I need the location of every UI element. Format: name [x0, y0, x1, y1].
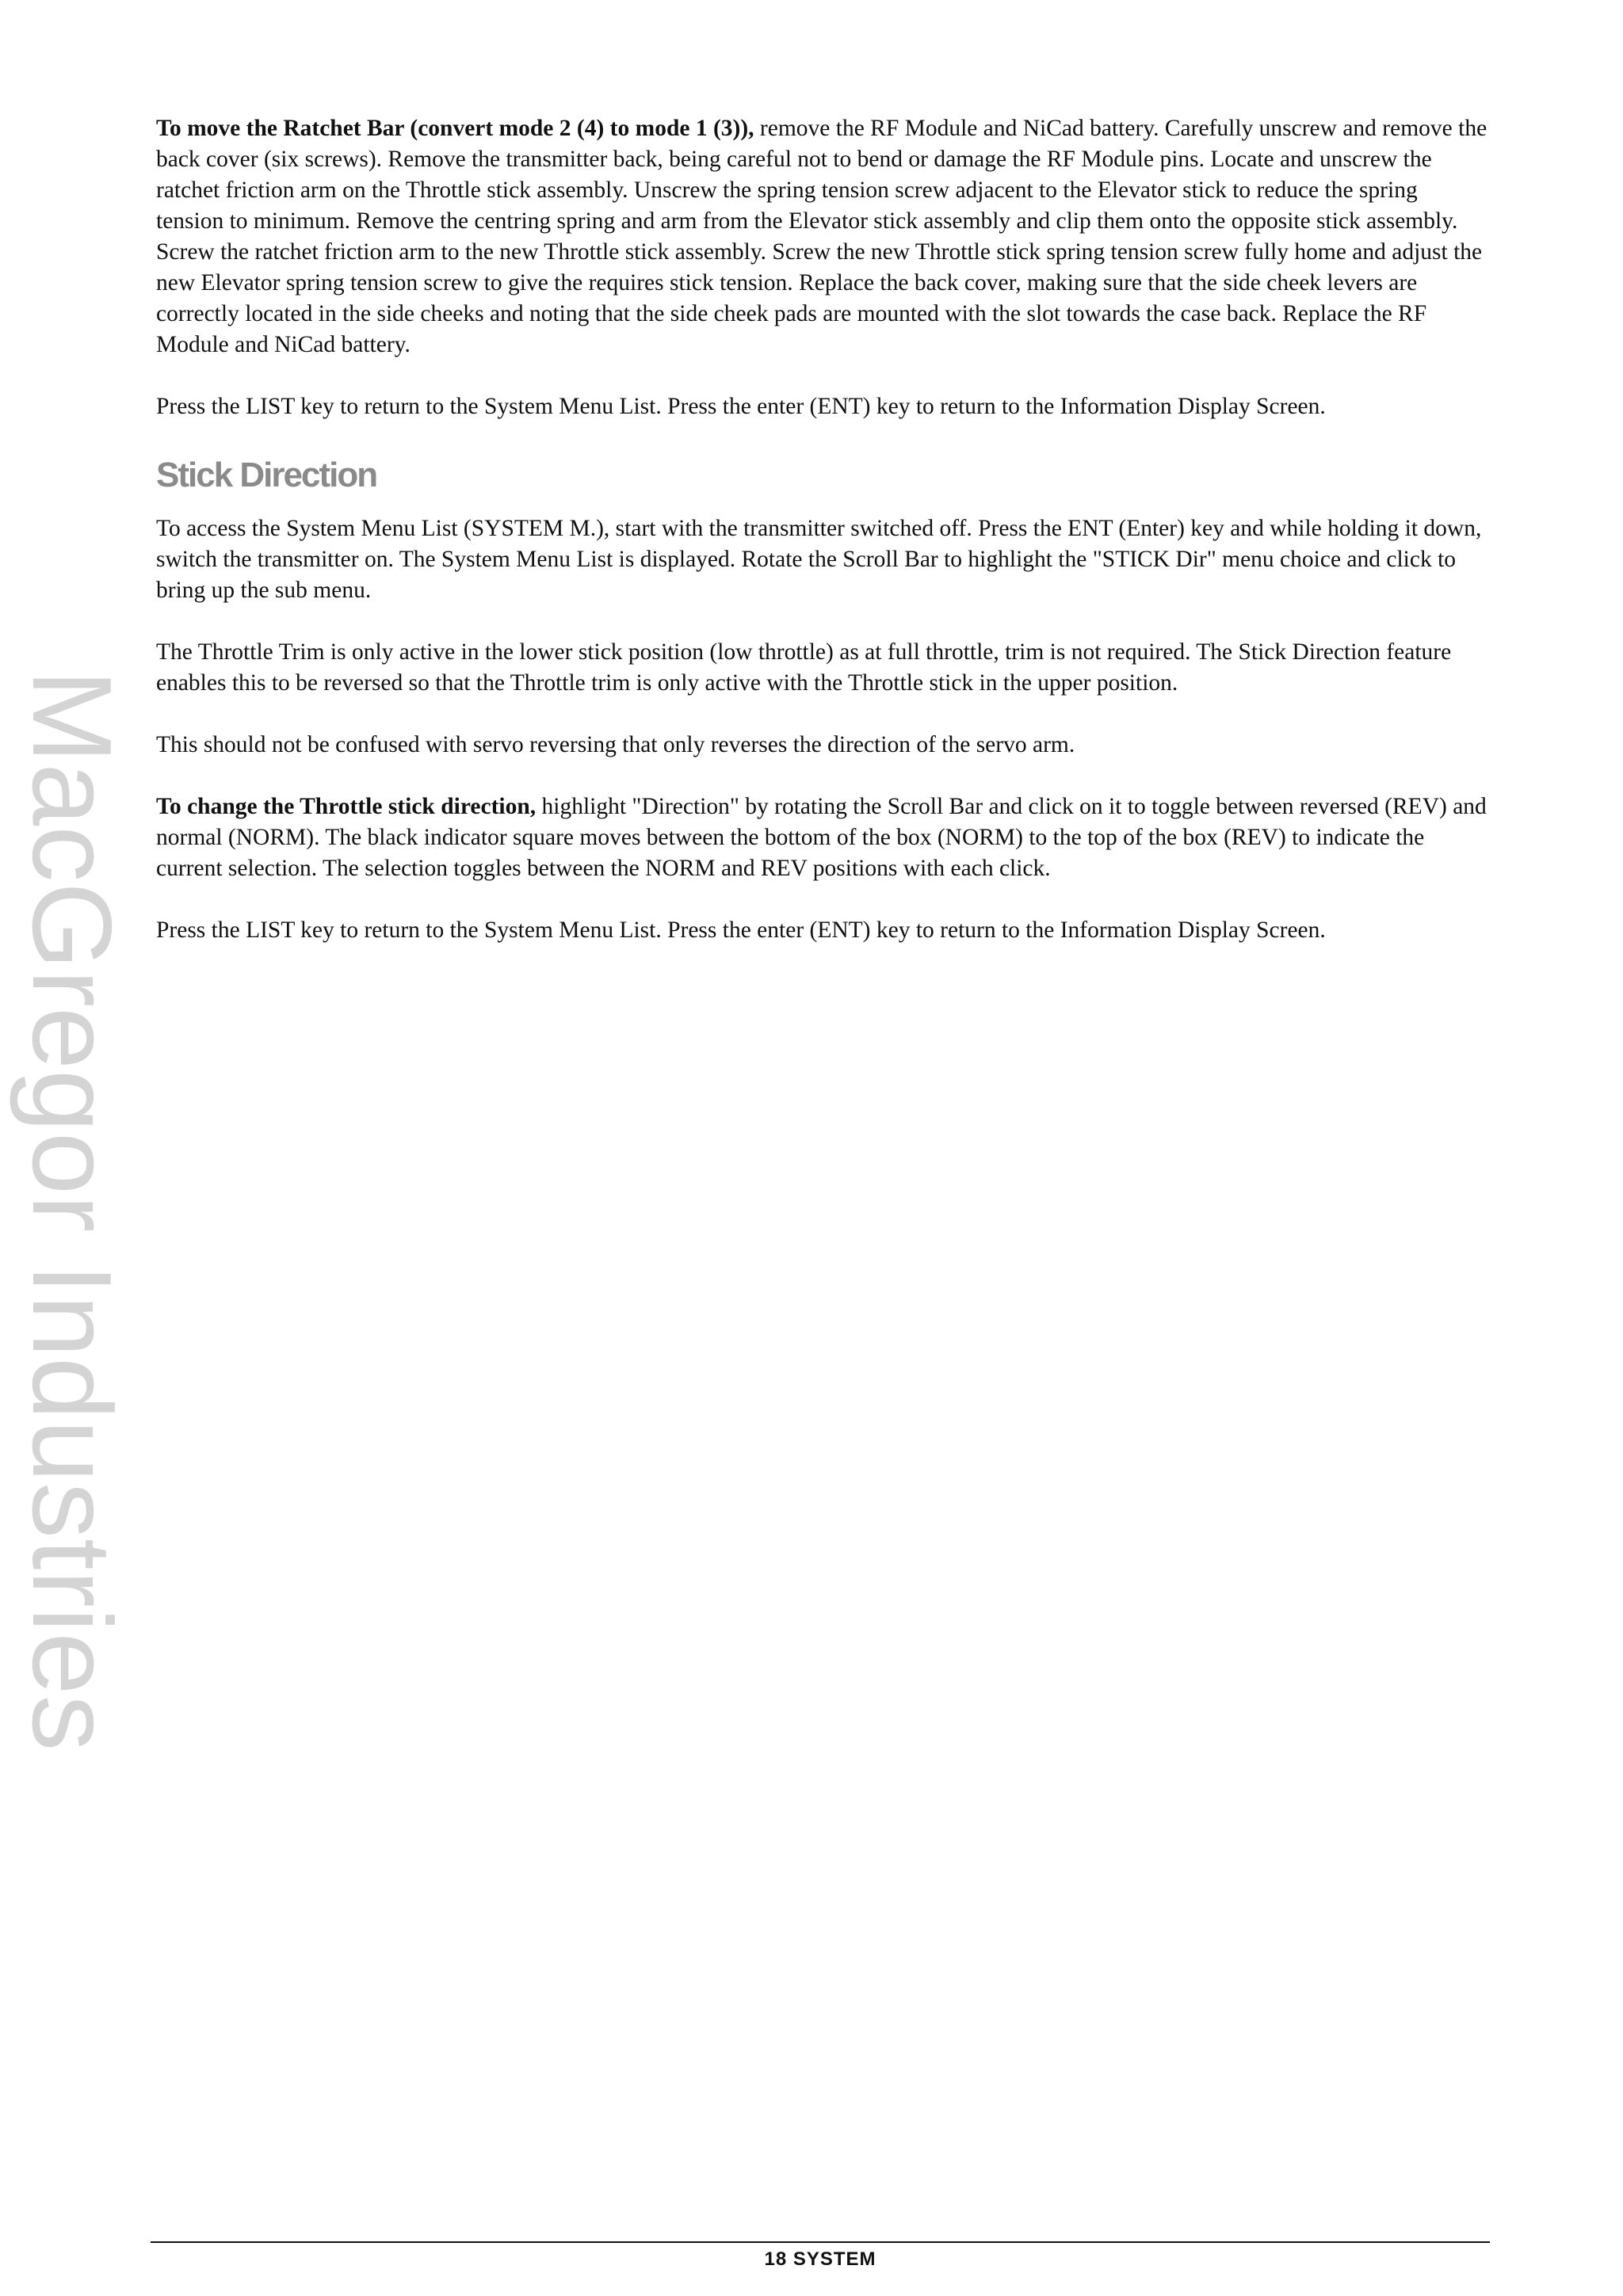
- ratchet-bar-text: remove the RF Module and NiCad battery. Carefully unscrew and remove the back cover (six screws). Remove the transmitter back, being careful not to bend or damage the RF Module pins. Locate and unscrew the ratchet friction arm on the Throttle stick assembly. Unscrew the spring tension screw adjacent to the Elevator stick to reduce the spring tension to minimum. Remove the centring spring and arm from the Elevator stick assembly and clip them onto the opposite stick assembly. Screw the ratchet friction arm to the new Throttle stick assembly. Screw the new Throttle stick spring tension screw fully home and adjust the new Elevator spring tension screw to give the requires stick tension. Replace the back cover, making sure that the side cheek levers are correctly located in the side cheeks and noting that the side cheek pads are mounted with the slot towards the case back. Replace the RF Module and NiCad battery.: [156, 116, 1487, 357]
- ratchet-bar-paragraph: [156, 113, 1487, 360]
- return-instructions-paragraph-2: Press the LIST key to return to the System Menu List. Press the enter (ENT) key to return to the Information Display Screen.: [156, 917, 1326, 943]
- document-body: [156, 113, 1487, 977]
- throttle-trim-paragraph: The Throttle Trim is only active in the lower stick position (low throttle) as at full throttle, trim is not required. The Stick Direction feature enables this to be reversed so that the Throttle trim is only active with the Throttle stick in the upper position.: [156, 639, 1452, 696]
- return-instructions-paragraph-1: Press the LIST key to return to the System Menu List. Press the enter (ENT) key to return to the Information Display Screen.: [156, 394, 1326, 419]
- change-direction-text: highlight "Direction" by rotating the Scroll Bar and click on it to toggle between reversed (REV) and normal (NORM). The black indicator square moves between the bottom of the box (NORM) to the top of the box (REV) to indicate the current selection. The selection toggles between the NORM and REV positions with each click.: [156, 794, 1487, 881]
- change-direction-paragraph: [156, 791, 1487, 884]
- change-direction-lead: To change the Throttle stick direction,: [156, 794, 537, 819]
- ratchet-bar-lead: To move the Ratchet Bar (convert mode 2 (4) to mode 1 (3)),: [156, 116, 754, 141]
- section-heading-stick-direction: Stick Direction: [156, 456, 377, 494]
- footer-divider: [151, 2241, 1490, 2243]
- page-footer-label: 18 SYSTEM: [764, 2248, 876, 2270]
- access-system-menu-paragraph: To access the System Menu List (SYSTEM M.), start with the transmitter switched off. Press the ENT (Enter) key and while holding it down, switch the transmitter on. The System Menu List is displayed. Rotate the Scroll Bar to highlight the "STICK Dir" menu choice and click to bring up the sub menu.: [156, 516, 1482, 603]
- servo-reversing-note: This should not be confused with servo reversing that only reverses the direction of the servo arm.: [156, 732, 1075, 757]
- watermark-text: MacGregor Industries: [9, 669, 135, 1752]
